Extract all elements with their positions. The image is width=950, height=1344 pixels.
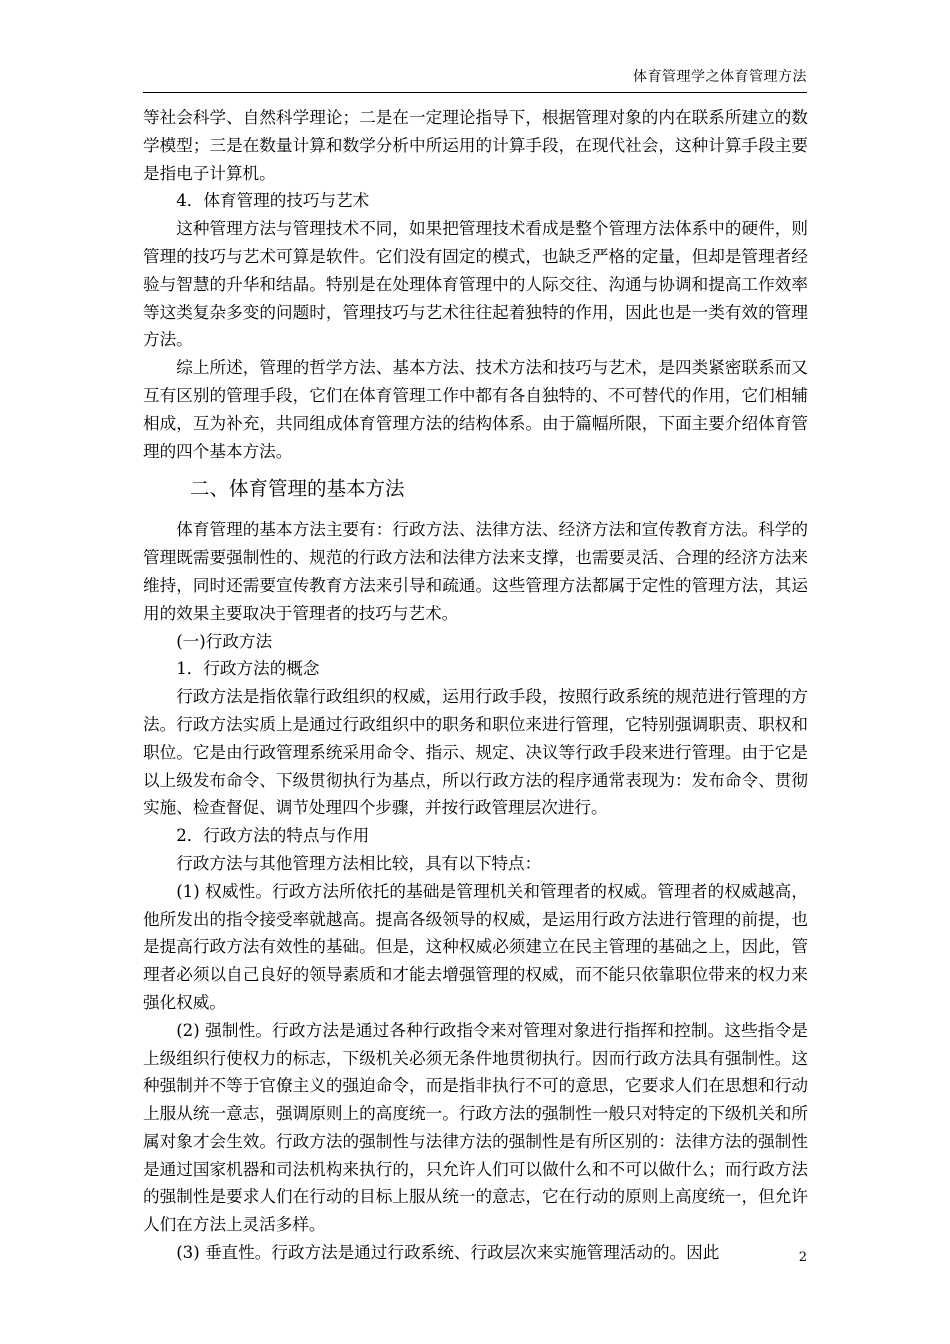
subsection-title: 4．体育管理的技巧与艺术 — [176, 191, 370, 211]
document-body — [143, 104, 808, 1267]
paragraph: (3) 垂直性。行政方法是通过行政系统、行政层次来实施管理活动的。因此 — [176, 1243, 720, 1263]
running-title: 体育管理学之体育管理方法 — [633, 69, 807, 85]
subsection-title: 1．行政方法的概念 — [176, 659, 320, 679]
section-heading: 二、体育管理的基本方法 — [190, 477, 405, 501]
paragraph: 这种管理方法与管理技术不同，如果把管理技术看成是整个管理方法体系中的硬件，则管理的技巧与艺术可算是软件。它们没有固定的模式，也缺乏严格的定量，但却是管理者经验与智慧的升华和结晶。特别是在处理体育管理中的人际交往、沟通与协调和提高工作效率等这类复杂多变的问题时，管理技巧与艺术往往起着独特的作用，因此也是一类有效的管理方法。 — [143, 219, 808, 350]
subsection-title: 2．行政方法的特点与作用 — [176, 826, 370, 846]
paragraph: 行政方法与其他管理方法相比较，具有以下特点： — [176, 853, 542, 873]
paragraph: (1) 权威性。行政方法所依托的基础是管理机关和管理者的权威。管理者的权威越高，他所发出的指令接受率就越高。提高各级领导的权威，是运用行政方法进行管理的前提，也是提高行政方法有效性的基础。但是，这种权威必须建立在民主管理的基础之上，因此，管理者必须以自己良好的领导素质和才能去增强管理的权威，而不能只依靠职位带来的权力来强化权威。 — [143, 881, 808, 1012]
paragraph: 体育管理的基本方法主要有：行政方法、法律方法、经济方法和宣传教育方法。科学的管理既需要强制性的、规范的行政方法和法律方法来支撑，也需要灵活、合理的经济方法来维持，同时还需要宣传教育方法来引导和疏通。这些管理方法都属于定性的管理方法，其运用的效果主要取决于管理者的技巧与艺术。 — [143, 520, 808, 623]
paragraph: 综上所述，管理的哲学方法、基本方法、技术方法和技巧与艺术，是四类紧密联系而又互有区别的管理手段，它们在体育管理工作中都有各自独特的、不可替代的作用，它们相辅相成，互为补充，共同组成体育管理方法的结构体系。由于篇幅所限，下面主要介绍体育管理的四个基本方法。 — [143, 358, 808, 461]
paragraph: 行政方法是指依靠行政组织的权威，运用行政手段，按照行政系统的规范进行管理的方法。行政方法实质上是通过行政组织中的职务和职位来进行管理，它特别强调职责、职权和职位。它是由行政管理系统采用命令、指示、规定、决议等行政手段来进行管理。由于它是以上级发布命令、下级贯彻执行为基点，所以行政方法的程序通常表现为：发布命令、贯彻实施、检查督促、调节处理四个步骤，并按行政管理层次进行。 — [143, 687, 808, 818]
header-divider — [143, 92, 807, 93]
paragraph: (2) 强制性。行政方法是通过各种行政指令来对管理对象进行指挥和控制。这些指令是上级组织行使权力的标志，下级机关必须无条件地贯彻执行。因而行政方法具有强制性。这种强制并不等于官僚主义的强迫命令，而是指非执行不可的意思，它要求人们在思想和行动上服从统一意志，强调原则上的高度统一。行政方法的强制性一般只对特定的下级机关和所属对象才会生效。行政方法的强制性与法律方法的强制性是有所区别的：法律方法的强制性是通过国家机器和司法机构来执行的，只允许人们可以做什么和不可以做什么；而行政方法的强制性是要求人们在行动的目标上服从统一的意志，它在行动的原则上高度统一，但允许人们在方法上灵活多样。 — [143, 1020, 808, 1235]
subsection-title: (一)行政方法 — [176, 631, 273, 651]
page-number: 2 — [798, 1250, 807, 1265]
paragraph: 等社会科学、自然科学理论；二是在一定理论指导下，根据管理对象的内在联系所建立的数学模型；三是在数量计算和数学分析中所运用的计算手段，在现代社会，这种计算手段主要是指电子计算机。 — [143, 108, 808, 183]
